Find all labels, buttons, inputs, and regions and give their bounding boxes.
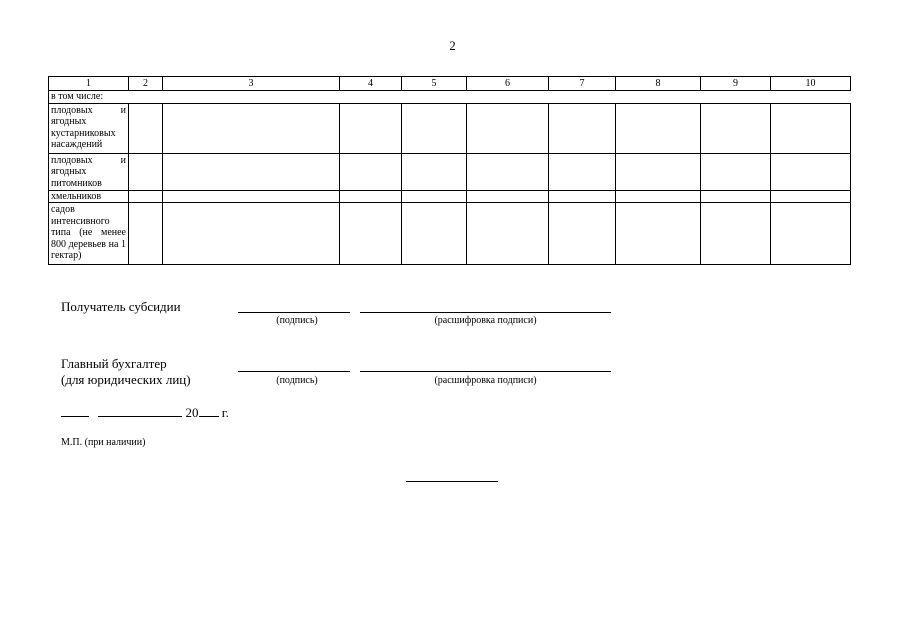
table-cell xyxy=(467,203,549,265)
table-row xyxy=(49,153,851,190)
table-cell xyxy=(340,103,402,153)
column-number: 1 xyxy=(49,77,129,91)
recipient-label: Получатель субсидии xyxy=(61,299,181,314)
column-number: 10 xyxy=(771,77,851,91)
month-blank[interactable] xyxy=(98,404,182,417)
table-cell xyxy=(163,190,340,203)
row-label: садов интенсивного типа (не менее 800 деревьев на 1 гектар) xyxy=(49,203,129,265)
table-cell xyxy=(340,203,402,265)
column-number: 6 xyxy=(467,77,549,91)
table-cell xyxy=(549,190,616,203)
table-cell xyxy=(402,153,467,190)
data-table xyxy=(48,76,851,265)
decoding-caption: (расшифровка подписи) xyxy=(434,375,537,386)
accountant-decoding-line[interactable] xyxy=(360,371,611,372)
recipient-signature-line[interactable] xyxy=(238,312,350,313)
table-cell xyxy=(701,203,771,265)
recipient-decoding-line[interactable] xyxy=(360,312,611,313)
table-cell xyxy=(129,153,163,190)
signature-caption: (подпись) xyxy=(276,375,318,386)
column-number: 2 xyxy=(129,77,163,91)
column-number: 4 xyxy=(340,77,402,91)
table-cell xyxy=(402,103,467,153)
table-cell xyxy=(129,190,163,203)
table-cell xyxy=(771,103,851,153)
table-cell xyxy=(549,103,616,153)
table-row xyxy=(49,203,851,265)
table-cell xyxy=(701,153,771,190)
column-number: 9 xyxy=(701,77,771,91)
year-suffix: г. xyxy=(221,405,229,420)
table-cell xyxy=(129,103,163,153)
table-row xyxy=(49,91,851,104)
stamp-label: М.П. (при наличии) xyxy=(61,437,146,448)
date-row xyxy=(61,404,229,421)
table-cell xyxy=(771,203,851,265)
table-cell xyxy=(129,203,163,265)
table-row xyxy=(49,190,851,203)
column-number: 3 xyxy=(163,77,340,91)
decoding-caption: (расшифровка подписи) xyxy=(434,315,537,326)
table-cell xyxy=(163,203,340,265)
table-cell xyxy=(467,153,549,190)
table-cell xyxy=(616,153,701,190)
table-row xyxy=(49,103,851,153)
end-divider xyxy=(406,481,498,482)
table-cell xyxy=(467,190,549,203)
row-label: плодовых и ягодных кустарниковых насаждений xyxy=(49,103,129,153)
row-label: в том числе: xyxy=(51,91,104,102)
table-cell xyxy=(467,103,549,153)
year-prefix: 20 xyxy=(185,405,199,420)
row-label: плодовых и ягодных питомников xyxy=(49,153,129,190)
accountant-sublabel: (для юридических лиц) xyxy=(61,372,191,387)
accountant-signature-line[interactable] xyxy=(238,371,350,372)
table-cell xyxy=(616,190,701,203)
table-cell xyxy=(402,203,467,265)
page-number: 2 xyxy=(449,38,456,53)
signature-caption: (подпись) xyxy=(276,315,318,326)
table-cell xyxy=(163,153,340,190)
table-cell xyxy=(163,103,340,153)
table-cell xyxy=(771,190,851,203)
accountant-label: Главный бухгалтер xyxy=(61,356,167,371)
table-cell xyxy=(771,153,851,190)
column-number-row xyxy=(49,77,851,91)
table-cell xyxy=(701,103,771,153)
year-blank[interactable] xyxy=(199,404,219,417)
table-cell xyxy=(616,103,701,153)
table-cell xyxy=(549,153,616,190)
column-number: 8 xyxy=(616,77,701,91)
table-cell xyxy=(340,190,402,203)
table-cell xyxy=(402,190,467,203)
day-blank[interactable] xyxy=(61,404,89,417)
table-cell xyxy=(616,203,701,265)
column-number: 7 xyxy=(549,77,616,91)
column-number: 5 xyxy=(402,77,467,91)
row-label: хмельников xyxy=(49,190,129,203)
table-cell xyxy=(340,153,402,190)
table-cell xyxy=(549,203,616,265)
table-cell xyxy=(701,190,771,203)
